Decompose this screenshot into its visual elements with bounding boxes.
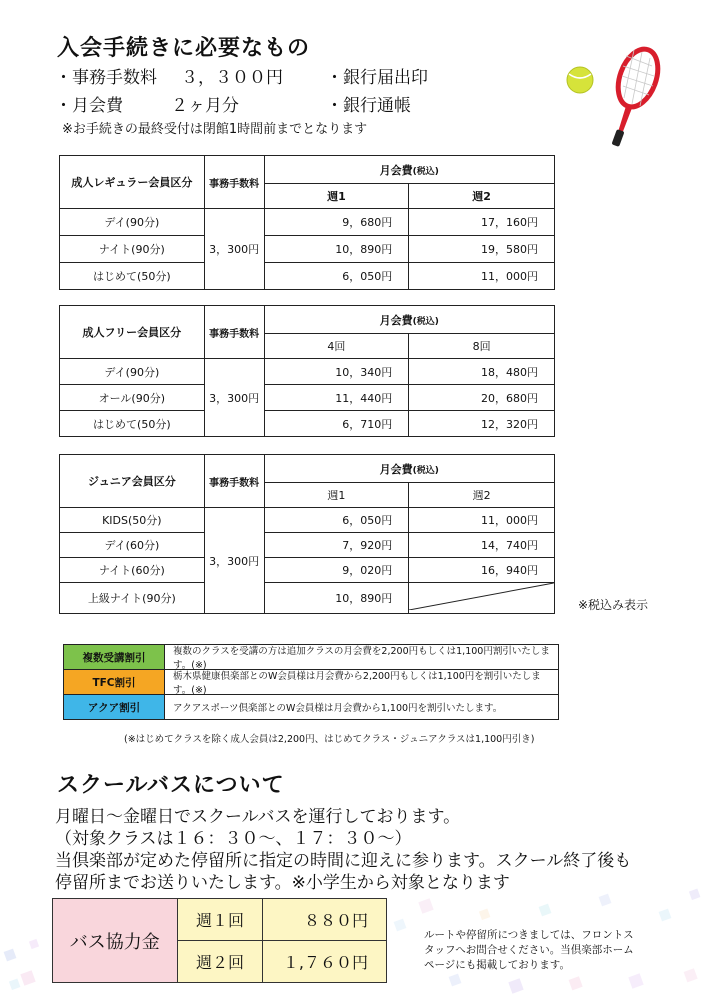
discount-row	[64, 645, 558, 670]
entry-item-label: 月会費	[72, 96, 123, 116]
bus-title: スクールバスについて	[57, 773, 285, 798]
entry-title: 入会手続きに必要なもの	[57, 36, 311, 61]
discount-note: (※はじめてクラスを除く成人会員は2,200円、はじめてクラス・ジュニアクラスは1,100円引き)	[124, 734, 535, 745]
empty-cell	[409, 583, 555, 614]
entry-note: ※お手続きの最終受付は閉館1時間前までとなります	[62, 122, 368, 137]
fee-table-junior	[59, 454, 555, 614]
bus-row-value: １,７６０円	[263, 941, 387, 983]
cell-value: 10，890円	[264, 583, 409, 614]
tennis-racket-and-ball-icon	[560, 38, 670, 148]
cell-value: 6，710円	[264, 411, 409, 437]
cell-value: 11，000円	[409, 508, 555, 533]
entry-item-fee	[55, 63, 283, 88]
cell-value: 7，920円	[264, 533, 409, 558]
entry-item-monthly	[55, 91, 239, 116]
discount-text: アクアスポーツ倶楽部とのW会員様は月会費から1,100円を割引いたします。	[173, 703, 503, 714]
cell-value: 11，000円	[409, 263, 555, 290]
discount-label: TFC割引	[64, 670, 165, 694]
bullet: ・	[55, 68, 72, 88]
tax-note: ※税込み表示	[578, 598, 649, 612]
discount-row	[64, 670, 558, 695]
bus-side-note	[424, 928, 634, 973]
cell-value: 10，340円	[264, 359, 409, 385]
col-header: 週2	[409, 184, 555, 209]
fee-value: 3，300円	[204, 359, 264, 437]
discount-label: 複数受講割引	[64, 645, 165, 669]
fee-header: 事務手数料	[204, 455, 264, 508]
row-name: オール(90分)	[60, 385, 205, 411]
monthly-header: 月会費(税込)	[264, 455, 554, 483]
cell-value: 9，680円	[264, 209, 409, 236]
entry-item-value: ３，３００円	[181, 68, 283, 88]
bus-line: 月曜日～金曜日でスクールバスを運行しております。	[55, 807, 461, 827]
row-name: ナイト(90分)	[60, 236, 205, 263]
row-name: はじめて(50分)	[60, 411, 205, 437]
side-note-line: ルートや停留所につきましては、フロントス	[424, 929, 634, 941]
cell-value: 17，160円	[409, 209, 555, 236]
discount-table	[63, 644, 559, 720]
fee-value: 3，300円	[204, 508, 264, 614]
cell-value: 16，940円	[409, 558, 555, 583]
entry-item-value: ２ヶ月分	[171, 96, 239, 116]
row-name: デイ(60分)	[60, 533, 205, 558]
cell-value: 6，050円	[264, 508, 409, 533]
discount-row	[64, 695, 558, 719]
col-header: 4回	[264, 334, 409, 359]
row-name: ナイト(60分)	[60, 558, 205, 583]
cell-value: 9，020円	[264, 558, 409, 583]
cell-value: 11，440円	[264, 385, 409, 411]
col-header: 8回	[409, 334, 555, 359]
bus-line: 停留所までお送りいたします。※小学生から対象となります	[55, 873, 510, 893]
col-header: 週1	[264, 184, 409, 209]
row-name: デイ(90分)	[60, 359, 205, 385]
cell-value: 19，580円	[409, 236, 555, 263]
bus-line: （対象クラスは１６：３０～、１７：３０～）	[55, 829, 412, 849]
entry-item-label: 事務手数料	[72, 68, 157, 88]
discount-text: 複数のクラスを受講の方は追加クラスの月会費を2,200円もしくは1,100円割引いたします。(※)	[173, 646, 550, 671]
fee-header: 事務手数料	[204, 156, 264, 209]
bullet: ・	[55, 96, 72, 116]
cell-value: 18，480円	[409, 359, 555, 385]
row-name: デイ(90分)	[60, 209, 205, 236]
col-header: 週1	[264, 483, 409, 508]
cell-value: 6，050円	[264, 263, 409, 290]
bus-row-value: ８８０円	[263, 899, 387, 941]
col-header: 週2	[409, 483, 555, 508]
diagonal-slash-icon	[409, 583, 554, 610]
cell-value: 20，680円	[409, 385, 555, 411]
bus-line: 当倶楽部が定めた停留所に指定の時間に迎えに参ります。スクール終了後も	[55, 851, 632, 871]
entry-item-seal: ・銀行届出印	[326, 68, 428, 88]
bus-fee-label: バス協力金	[53, 899, 178, 983]
cell-value: 12，320円	[409, 411, 555, 437]
monthly-header: 月会費(税込)	[264, 306, 554, 334]
entry-item-passbook: ・銀行通帳	[326, 96, 411, 116]
cell-value: 10，890円	[264, 236, 409, 263]
row-name: KIDS(50分)	[60, 508, 205, 533]
row-name: 上級ナイト(90分)	[60, 583, 205, 614]
discount-label: アクア割引	[64, 695, 165, 719]
monthly-header: 月会費(税込)	[264, 156, 554, 184]
side-note-line: ページにも掲載しております。	[424, 959, 570, 971]
fee-header: 事務手数料	[204, 306, 264, 359]
fee-table-adult-regular	[59, 155, 555, 290]
bus-fee-table	[52, 898, 387, 983]
fee-table-adult-free	[59, 305, 555, 437]
bus-row-label: 週１回	[177, 899, 263, 941]
category-header: 成人フリー会員区分	[60, 306, 205, 359]
category-header: ジュニア会員区分	[60, 455, 205, 508]
discount-text: 栃木県健康倶楽部とのW会員様は月会費から2,200円もしくは1,100円を割引いたします。(※)	[173, 671, 541, 696]
side-note-line: タッフへお問合せください。当倶楽部ホーム	[424, 944, 634, 956]
bus-row-label: 週２回	[177, 941, 263, 983]
row-name: はじめて(50分)	[60, 263, 205, 290]
category-header: 成人レギュラー会員区分	[60, 156, 205, 209]
cell-value: 14，740円	[409, 533, 555, 558]
fee-value: 3，300円	[204, 209, 264, 290]
